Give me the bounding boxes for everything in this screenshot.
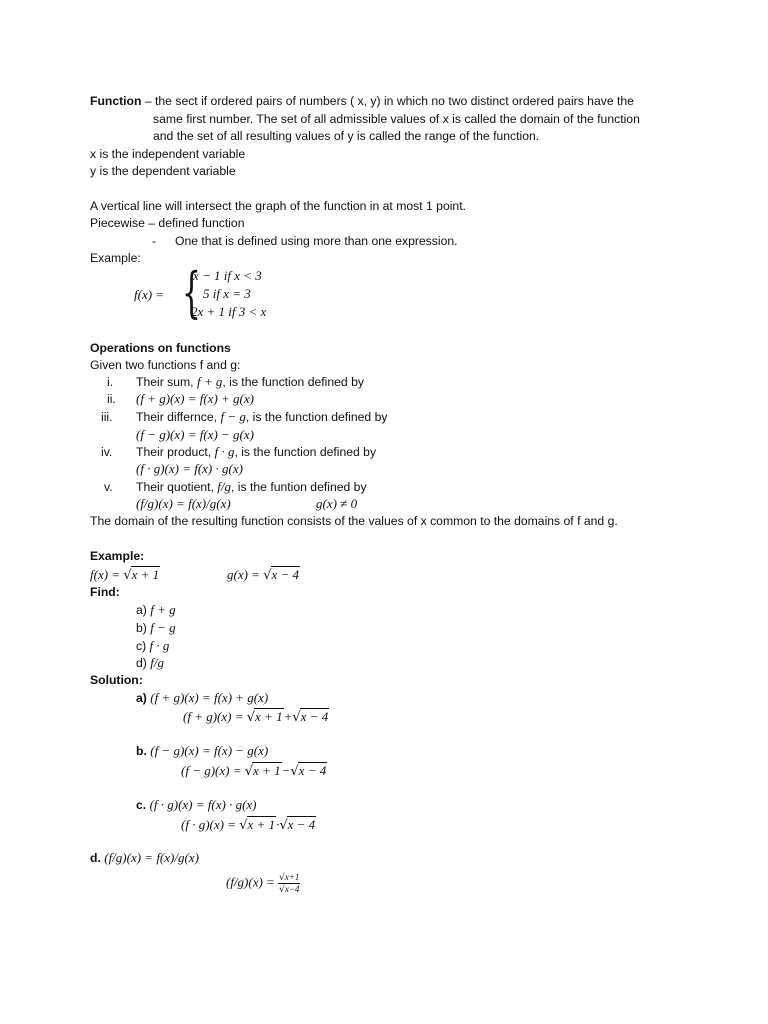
vertical-line-test: A vertical line will intersect the graph of the function in at most 1 point. (90, 199, 466, 213)
solution-d-line-2: (f/g)(x) = $\frac{√x+1}{√x-4}$ (226, 872, 300, 895)
op-v-num: v. (104, 480, 113, 494)
solution-b-line-1: b. (f − g)(x) = f(x) − g(x) (136, 743, 269, 758)
op-sum-formula: (f + g)(x) = f(x) + g(x) (136, 391, 254, 406)
independent-variable: x is the independent variable (90, 147, 246, 161)
radical-icon: √ (123, 568, 132, 583)
radical-icon: √ (246, 710, 256, 725)
piecewise-lhs: f(x) = (134, 287, 165, 302)
definition-line-3: and the set of all resulting values of y is called the range of the function. (153, 129, 540, 143)
op-iii-text: Their differnce, f − g, is the function defined by (136, 409, 388, 424)
op-quotient-condition: g(x) ≠ 0 (316, 496, 358, 511)
piecewise-case-2: 5 if x = 3 (203, 286, 251, 301)
op-iii-num: iii. (101, 410, 113, 424)
piecewise-brace: { (182, 261, 201, 324)
solution-b-line-2: (f − g)(x) = √x + 1−√x − 4 (181, 763, 327, 779)
op-iv-text: Their product, f · g, is the function defined by (136, 444, 377, 459)
definition-dash: – (141, 94, 156, 108)
definition-line-2: same first number. The set of all admissible values of x is called the domain of the function (153, 112, 640, 126)
op-i-num: i. (107, 375, 114, 389)
radical-icon: √ (263, 568, 272, 583)
solution-a-line-2: (f + g)(x) = √x + 1+√x − 4 (183, 709, 329, 725)
find-part-d: d) f/g (136, 655, 164, 670)
example2-label: Example: (90, 549, 145, 563)
piecewise-case-3: 2x + 1 if 3 < x (191, 304, 267, 319)
solution-a-line-1: a) (f + g)(x) = f(x) + g(x) (136, 690, 269, 705)
definition-line-1 (90, 93, 634, 109)
radical-icon: √ (244, 764, 254, 779)
find-label: Find: (90, 585, 120, 599)
find-part-b: b) f − g (136, 620, 176, 635)
radical-icon: √ (290, 764, 299, 779)
solution-c-line-2: (f · g)(x) = √x + 1·√x − 4 (181, 817, 316, 833)
find-part-c: c) f · g (136, 638, 170, 653)
piecewise-bullet-text: One that is defined using more than one expression. (175, 234, 458, 248)
piecewise-title: Piecewise – defined function (90, 216, 245, 230)
piecewise-example-label: Example: (90, 251, 141, 265)
radical-icon: √ (279, 885, 285, 895)
example2-f-definition: f(x) = √x + 1 (90, 567, 160, 583)
op-quotient-formula: (f/g)(x) = f(x)/g(x) (136, 496, 231, 511)
solution-label: Solution: (90, 673, 143, 687)
operations-given: Given two functions f and g: (90, 358, 241, 372)
op-difference-formula: (f − g)(x) = f(x) − g(x) (136, 427, 254, 442)
piecewise-bullet: - (152, 234, 157, 248)
dependent-variable: y is the dependent variable (90, 164, 236, 178)
op-v-text: Their quotient, f/g, is the funtion defined by (136, 479, 367, 494)
find-part-a: a) f + g (136, 602, 176, 617)
op-iv-num: iv. (101, 445, 113, 459)
operations-heading: Operations on functions (90, 341, 231, 355)
piecewise-case-1: x − 1 if x < 3 (193, 268, 262, 283)
solution-d-line-1: d. (f/g)(x) = f(x)/g(x) (90, 850, 199, 865)
op-product-formula: (f · g)(x) = f(x) · g(x) (136, 461, 243, 476)
definition-term: Function (90, 94, 142, 108)
domain-note: The domain of the resulting function consists of the values of x common to the domains of f and g. (90, 514, 618, 528)
op-i-text: Their sum, f + g, is the function defined by (136, 374, 364, 389)
radical-icon: √ (292, 710, 301, 725)
radical-icon: √ (279, 818, 288, 833)
radical-icon: √ (239, 818, 248, 833)
definition-text-1: the sect if ordered pairs of numbers ( x, y) in which no two distinct ordered pairs have the (155, 94, 634, 108)
quotient-fraction: $\frac{√x+1}{√x-4}$ (279, 872, 300, 895)
op-ii-num: ii. (107, 392, 116, 406)
radical-icon: √ (279, 873, 285, 883)
solution-c-line-1: c. (f · g)(x) = f(x) · g(x) (136, 797, 257, 812)
example2-g-definition: g(x) = √x − 4 (227, 567, 300, 583)
